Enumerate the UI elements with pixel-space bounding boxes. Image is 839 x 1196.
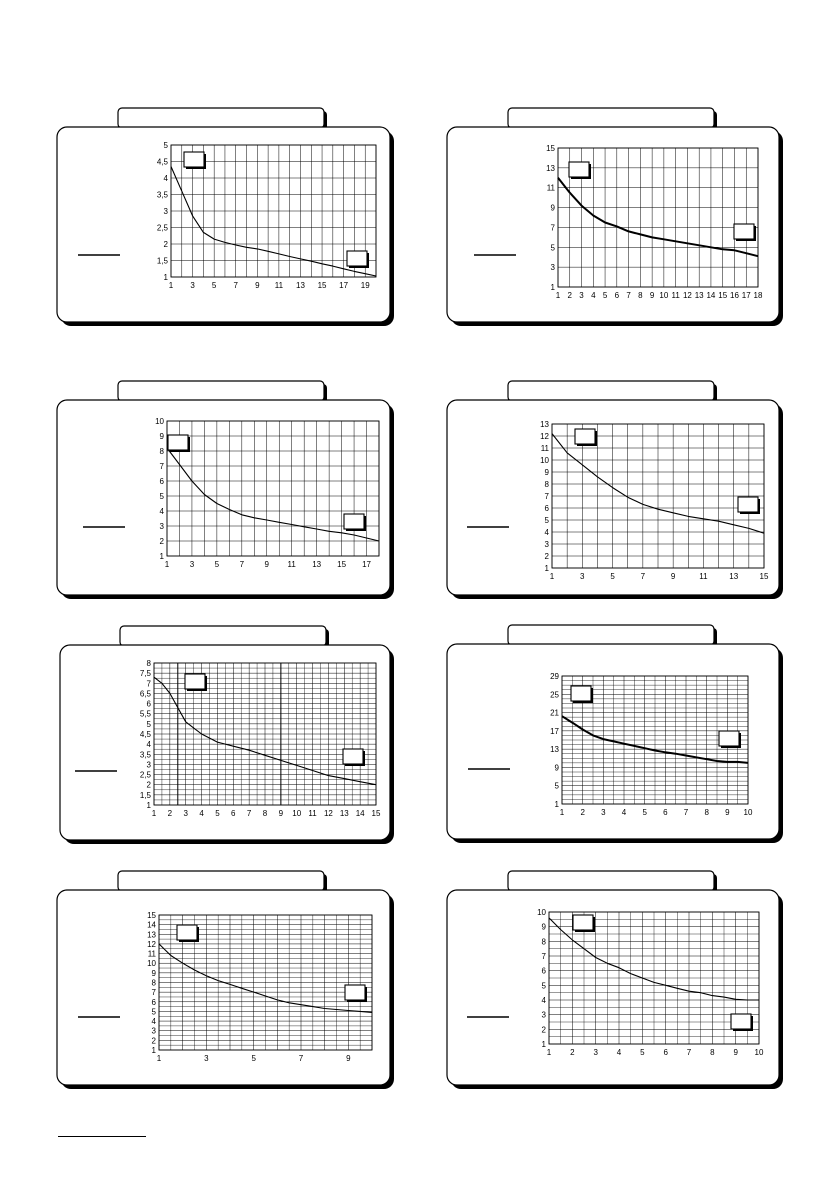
x-tick-label: 10	[743, 808, 753, 817]
x-tick-label: 19	[360, 281, 370, 290]
y-tick-label: 9	[541, 922, 546, 932]
x-tick-label: 9	[278, 809, 284, 818]
x-tick-label: 11	[274, 281, 284, 290]
x-tick-label: 5	[610, 572, 615, 581]
y-tick-label: 4	[541, 996, 546, 1005]
y-tick-label: 4	[159, 507, 164, 516]
x-tick-label: 3	[189, 560, 195, 569]
y-tick-label: 5	[544, 516, 549, 525]
y-tick-label: 6	[541, 966, 546, 976]
y-tick-label: 29	[550, 672, 559, 681]
y-tick-label: 9	[159, 432, 164, 441]
x-tick-label: 7	[686, 1048, 692, 1057]
y-tick-label: 3	[163, 207, 168, 216]
x-tick-label: 7	[298, 1054, 304, 1063]
y-tick-label: 7	[151, 988, 156, 998]
answer-box	[738, 497, 758, 512]
x-tick-label: 8	[262, 809, 268, 818]
x-tick-label: 5	[640, 1048, 645, 1057]
title-tab	[120, 626, 326, 646]
x-tick-label: 3	[183, 809, 188, 818]
y-tick-label: 6	[159, 477, 164, 486]
x-tick-label: 6	[663, 808, 668, 817]
y-tick-label: 13	[540, 420, 549, 429]
y-tick-label: 7,5	[139, 669, 151, 679]
x-tick-label: 17	[362, 560, 371, 569]
x-tick-label: 7	[239, 560, 245, 569]
x-tick-label: 4	[621, 808, 627, 817]
title-tab	[508, 108, 714, 128]
x-tick-label: 4	[199, 809, 204, 818]
chart-panel	[57, 381, 394, 599]
y-tick-label: 4	[163, 174, 168, 183]
y-tick-label: 3	[544, 540, 549, 549]
y-tick-label: 9	[550, 203, 555, 213]
y-tick-label: 11	[540, 444, 549, 453]
x-tick-label: 6	[231, 809, 236, 818]
y-tick-label: 6,5	[139, 689, 151, 699]
chart-panel	[57, 871, 394, 1089]
x-tick-label: 11	[699, 572, 708, 581]
x-tick-label: 1	[546, 1048, 552, 1057]
x-tick-label: 7	[683, 808, 689, 817]
x-tick-label: 5	[602, 291, 608, 300]
y-tick-label: 2	[146, 780, 151, 790]
x-tick-label: 15	[718, 291, 728, 300]
title-tab	[508, 625, 714, 645]
x-tick-label: 5	[214, 560, 220, 569]
x-tick-label: 10	[659, 291, 669, 300]
y-tick-label: 13	[147, 930, 156, 940]
x-tick-label: 3	[579, 291, 584, 300]
answer-box	[731, 1014, 751, 1029]
y-tick-label: 7	[550, 223, 555, 233]
y-tick-label: 12	[147, 939, 156, 949]
x-tick-label: 4	[591, 291, 596, 300]
answer-box	[571, 686, 591, 701]
x-tick-label: 13	[694, 291, 704, 300]
y-tick-label: 3	[550, 263, 555, 273]
x-tick-label: 12	[323, 809, 333, 818]
x-tick-label: 9	[255, 281, 260, 290]
x-tick-label: 17	[741, 291, 751, 300]
x-tick-label: 11	[308, 809, 317, 818]
x-tick-label: 7	[246, 809, 252, 818]
y-tick-label: 8	[151, 978, 156, 988]
y-tick-label: 1	[544, 564, 549, 573]
y-tick-label: 5	[550, 243, 555, 253]
y-tick-label: 4,5	[156, 157, 168, 167]
answer-box	[168, 435, 188, 450]
x-tick-label: 10	[292, 809, 302, 818]
y-tick-label: 12	[540, 432, 549, 441]
x-tick-label: 5	[215, 809, 220, 818]
answer-box	[347, 251, 367, 266]
x-tick-label: 13	[339, 809, 349, 818]
x-tick-label: 1	[549, 572, 555, 581]
chart-panel	[447, 871, 783, 1089]
x-tick-label: 3	[601, 808, 606, 817]
x-tick-label: 16	[730, 291, 739, 300]
y-tick-label: 3	[541, 1010, 546, 1020]
x-tick-label: 14	[355, 809, 365, 818]
x-tick-label: 13	[729, 572, 739, 581]
y-tick-label: 5,5	[139, 709, 151, 719]
y-tick-label: 2	[159, 537, 164, 546]
chart-panel	[447, 108, 783, 326]
y-tick-label: 7	[544, 492, 549, 501]
x-tick-label: 3	[593, 1048, 598, 1057]
answer-box	[345, 985, 365, 1000]
title-tab	[118, 108, 324, 128]
y-tick-label: 2	[151, 1036, 156, 1046]
y-tick-label: 3,5	[139, 750, 151, 760]
answer-box	[573, 915, 593, 930]
y-tick-label: 9	[544, 468, 549, 477]
y-tick-label: 4	[544, 528, 549, 537]
footnote-rule	[58, 1136, 146, 1137]
x-tick-label: 4	[616, 1048, 622, 1057]
y-tick-label: 4	[146, 740, 151, 750]
title-tab	[118, 381, 324, 401]
x-tick-label: 1	[151, 809, 157, 818]
x-tick-label: 15	[371, 809, 381, 818]
x-tick-label: 11	[671, 291, 680, 300]
chart-panel	[447, 381, 783, 599]
y-tick-label: 15	[546, 144, 555, 153]
x-tick-label: 6	[663, 1048, 668, 1057]
x-tick-label: 18	[753, 291, 763, 300]
y-tick-label: 5	[159, 492, 164, 501]
y-tick-label: 2	[544, 552, 549, 561]
x-tick-label: 2	[167, 809, 173, 818]
x-tick-label: 9	[649, 291, 655, 300]
answer-box	[734, 224, 754, 239]
y-tick-label: 9	[151, 968, 156, 978]
x-tick-label: 3	[190, 281, 195, 290]
y-tick-label: 8	[146, 659, 151, 668]
x-tick-label: 15	[317, 281, 327, 290]
y-tick-label: 14	[147, 920, 156, 930]
y-tick-label: 6	[146, 699, 151, 709]
y-tick-label: 3	[159, 522, 164, 531]
y-tick-label: 7	[541, 952, 546, 961]
y-tick-label: 6	[151, 997, 156, 1007]
y-tick-label: 3,5	[156, 190, 168, 200]
answer-box	[177, 925, 197, 940]
x-tick-label: 9	[725, 808, 730, 817]
chart-panel	[447, 625, 783, 843]
x-tick-label: 13	[312, 560, 322, 569]
y-tick-label: 1,5	[139, 790, 151, 800]
x-tick-label: 3	[580, 572, 585, 581]
answer-box	[575, 429, 595, 444]
x-tick-label: 14	[706, 291, 716, 300]
answer-box	[343, 749, 363, 764]
y-tick-label: 7	[159, 462, 164, 471]
x-tick-label: 8	[638, 291, 643, 300]
x-tick-label: 13	[296, 281, 305, 290]
y-tick-label: 5	[163, 141, 168, 150]
y-tick-label: 2,5	[139, 770, 151, 780]
x-tick-label: 9	[670, 572, 676, 581]
x-tick-label: 8	[704, 808, 709, 817]
y-tick-label: 2	[541, 1025, 546, 1035]
answer-box	[569, 162, 589, 177]
y-tick-label: 10	[537, 908, 546, 917]
x-tick-label: 6	[614, 291, 620, 300]
x-tick-label: 11	[287, 560, 296, 569]
y-tick-label: 17	[550, 726, 559, 736]
y-tick-label: 15	[147, 911, 156, 920]
y-tick-label: 11	[546, 183, 555, 193]
y-tick-label: 8	[159, 447, 164, 456]
x-tick-label: 2	[567, 291, 572, 300]
y-tick-label: 10	[540, 456, 549, 465]
chart-panel	[57, 108, 394, 326]
x-tick-label: 17	[339, 281, 349, 290]
x-tick-label: 15	[759, 572, 769, 581]
y-tick-label: 1	[159, 552, 164, 561]
answer-box	[185, 674, 205, 689]
y-tick-label: 8	[544, 480, 549, 489]
answer-box	[184, 152, 204, 167]
answer-box	[344, 514, 364, 529]
x-tick-label: 7	[233, 281, 238, 290]
y-tick-label: 1,5	[156, 256, 168, 266]
y-tick-label: 5	[541, 981, 546, 991]
y-tick-label: 11	[147, 949, 156, 959]
x-tick-label: 10	[754, 1048, 764, 1057]
y-tick-label: 13	[546, 163, 555, 173]
y-tick-label: 10	[155, 417, 164, 426]
y-tick-label: 1	[163, 273, 168, 282]
y-tick-label: 3	[151, 1026, 156, 1036]
y-tick-label: 6	[544, 504, 549, 513]
y-tick-label: 8	[541, 937, 546, 947]
y-tick-label: 5	[146, 719, 151, 729]
x-tick-label: 7	[626, 291, 631, 300]
x-tick-label: 1	[164, 560, 170, 569]
x-tick-label: 3	[204, 1054, 209, 1063]
x-tick-label: 12	[682, 291, 692, 300]
x-tick-label: 2	[580, 808, 585, 817]
x-tick-label: 15	[337, 560, 347, 569]
y-tick-label: 21	[550, 708, 559, 718]
y-tick-label: 1	[554, 800, 559, 809]
x-tick-label: 5	[211, 281, 217, 290]
x-tick-label: 8	[710, 1048, 715, 1057]
title-tab	[508, 871, 714, 891]
y-tick-label: 2,5	[156, 223, 168, 233]
x-tick-label: 5	[642, 808, 647, 817]
y-tick-label: 25	[550, 690, 559, 700]
y-tick-label: 9	[554, 763, 559, 773]
title-tab	[118, 871, 324, 891]
x-tick-label: 9	[264, 560, 269, 569]
title-tab	[508, 381, 714, 401]
y-tick-label: 1	[151, 1046, 156, 1055]
x-tick-label: 1	[168, 281, 174, 290]
y-tick-label: 1	[541, 1040, 546, 1049]
y-tick-label: 2	[163, 240, 168, 249]
y-tick-label: 13	[550, 745, 559, 755]
y-tick-label: 5	[554, 781, 559, 791]
x-tick-label: 1	[555, 291, 561, 300]
x-tick-label: 1	[156, 1054, 162, 1063]
chart-panel	[60, 626, 394, 844]
answer-box	[719, 731, 739, 746]
y-tick-label: 7	[146, 679, 151, 689]
x-tick-label: 2	[570, 1048, 575, 1057]
y-tick-label: 4	[151, 1017, 156, 1027]
x-tick-label: 9	[733, 1048, 738, 1057]
x-tick-label: 1	[559, 808, 565, 817]
y-tick-label: 3	[146, 760, 151, 770]
x-tick-label: 9	[346, 1054, 351, 1063]
y-tick-label: 5	[151, 1007, 156, 1017]
y-tick-label: 1	[550, 283, 555, 292]
y-tick-label: 10	[147, 959, 156, 969]
x-tick-label: 7	[640, 572, 646, 581]
y-tick-label: 4,5	[139, 730, 151, 739]
x-tick-label: 5	[251, 1054, 256, 1063]
y-tick-label: 1	[146, 801, 151, 810]
